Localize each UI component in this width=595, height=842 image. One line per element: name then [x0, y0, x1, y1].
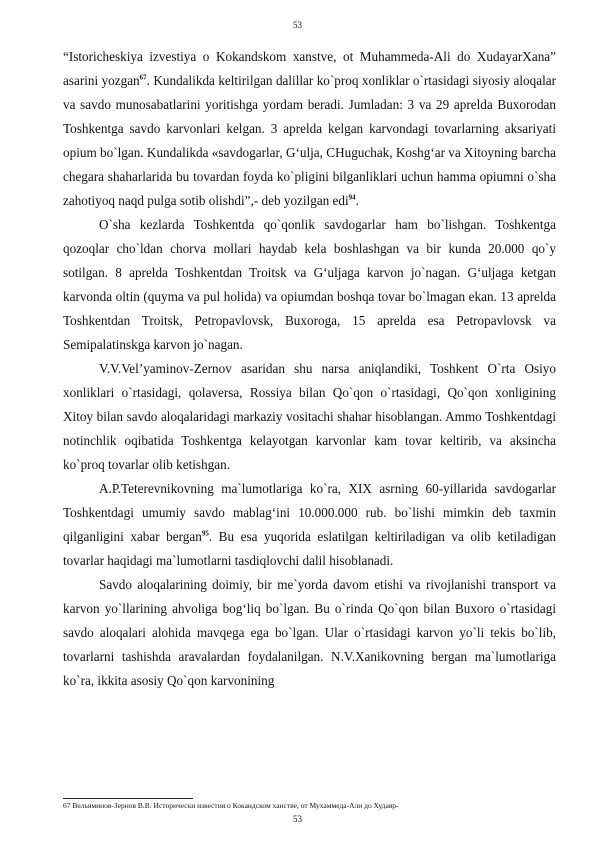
footnote-ref-94[interactable]: 94	[348, 193, 356, 202]
footnote-ref-67[interactable]: 67	[139, 73, 147, 82]
document-body	[63, 45, 556, 693]
footnote-67: 67 Вельяминов-Зернов В.В. Исторически известия о Кокандском ханстве, от Мухаммеда-Али до Худаяр-	[63, 801, 399, 810]
paragraph-1	[63, 45, 556, 213]
footnote-ref-95[interactable]: 95	[201, 529, 209, 538]
page-number-bottom: 53	[293, 814, 302, 824]
paragraph-2: O`sha kezlarda Toshkentda qo`qonlik savdogarlar ham bo`lishgan. Toshkentga qozoqlar cho`ldan chorva mollari haydab kela boshlashgan va bir kunda 20.000 qo`y sotilgan. 8 aprelda Toshkentdan Troitsk va G‘uljaga karvon jo`nagan. G‘uljaga ketgan karvonda oltin (quyma va pul holida) va opiumdan boshqa tovar bo`lmagan ekan. 13 aprelda Toshkentdan Troitsk, Petropavlovsk, Buxoroga, 15 aprelda esa Petropavlovsk va Semipalatinskga karvon jo`nagan.	[63, 217, 556, 352]
paragraph-4-text-a: A.P.Teterevnikovning ma`lumotlariga ko`ra, XIX asrning 60-yillarida savdogarlar Toshkentdagi umumiy savdo mablag‘ini 10.000.000 rub. bo`lishi mimkin deb taxmin qilganligini xabar bergan	[63, 481, 556, 544]
paragraph-1-text-c: .	[355, 193, 359, 208]
paragraph-4-text-b: . Bu esa yuqorida eslatilgan keltiriladigan va olib ketiladigan tovarlar haqidagi ma`lumotlarni tasdiqlovchi dalil hisoblanadi.	[63, 529, 556, 568]
paragraph-1-text-b: . Kundalikda keltirilgan dalillar ko`proq xonliklar o`rtasidagi siyosiy aloqalar va savdo munosabatlarini yoritishga yordam beradi. Jumladan: 3 va 29 aprelda Buxorodan Toshkentga savdo karvonlari kelgan. 3 aprelda kelgan karvondagi tovarlarning aksariyati opium bo`lgan. Kundalikda «savdogarlar, G‘ulja, CHuguchak, Koshg‘ar va Xitoyning barcha chegara shaharlarida bu tovardan foyda ko`pligini bilganliklari uchun hamma opiumni o`sha zahotiyoq naqd pulga sotib olishdi”,- deb yozilgan edi	[63, 73, 556, 208]
paragraph-4	[63, 477, 556, 573]
page-number-top: 53	[293, 20, 302, 30]
footnote-separator	[63, 798, 193, 799]
paragraph-3: V.V.Vel’yaminov-Zernov asaridan shu narsa aniqlandiki, Toshkent O`rta Osiyo xonliklari o`rtasidagi, qolaversa, Rossiya bilan Qo`qon o`rtasidagi, Qo`qon xonligining Xitoy bilan savdo aloqalaridagi markaziy vositachi shahar hisoblangan. Ammo Toshkentdagi notinchlik oqibatida Toshkentga kelayotgan karvonlar kam tovar keltirib, va aksincha ko`proq tovarlar olib ketishgan.	[63, 361, 556, 472]
paragraph-1-text-a: “Istoricheskiya izvestiya o Kokandskom xanstve, ot Muhammeda-Ali do XudayarXana” asarini yozgan	[63, 49, 556, 88]
paragraph-5: Savdo aloqalarining doimiy, bir me`yorda davom etishi va rivojlanishi transport va karvon yo`llarining ahvoliga bog‘liq bo`lgan. Bu o`rinda Qo`qon bilan Buxoro o`rtasidagi savdo aloqalari alohida mavqega ega bo`lgan. Ular o`rtasidagi karvon yo`li tekis bo`lib, tovarlarni tashishda aravalardan foydalanilgan. N.V.Xanikovning bergan ma`lumotlariga ko`ra, ikkita asosiy Qo`qon karvonining	[63, 577, 556, 688]
